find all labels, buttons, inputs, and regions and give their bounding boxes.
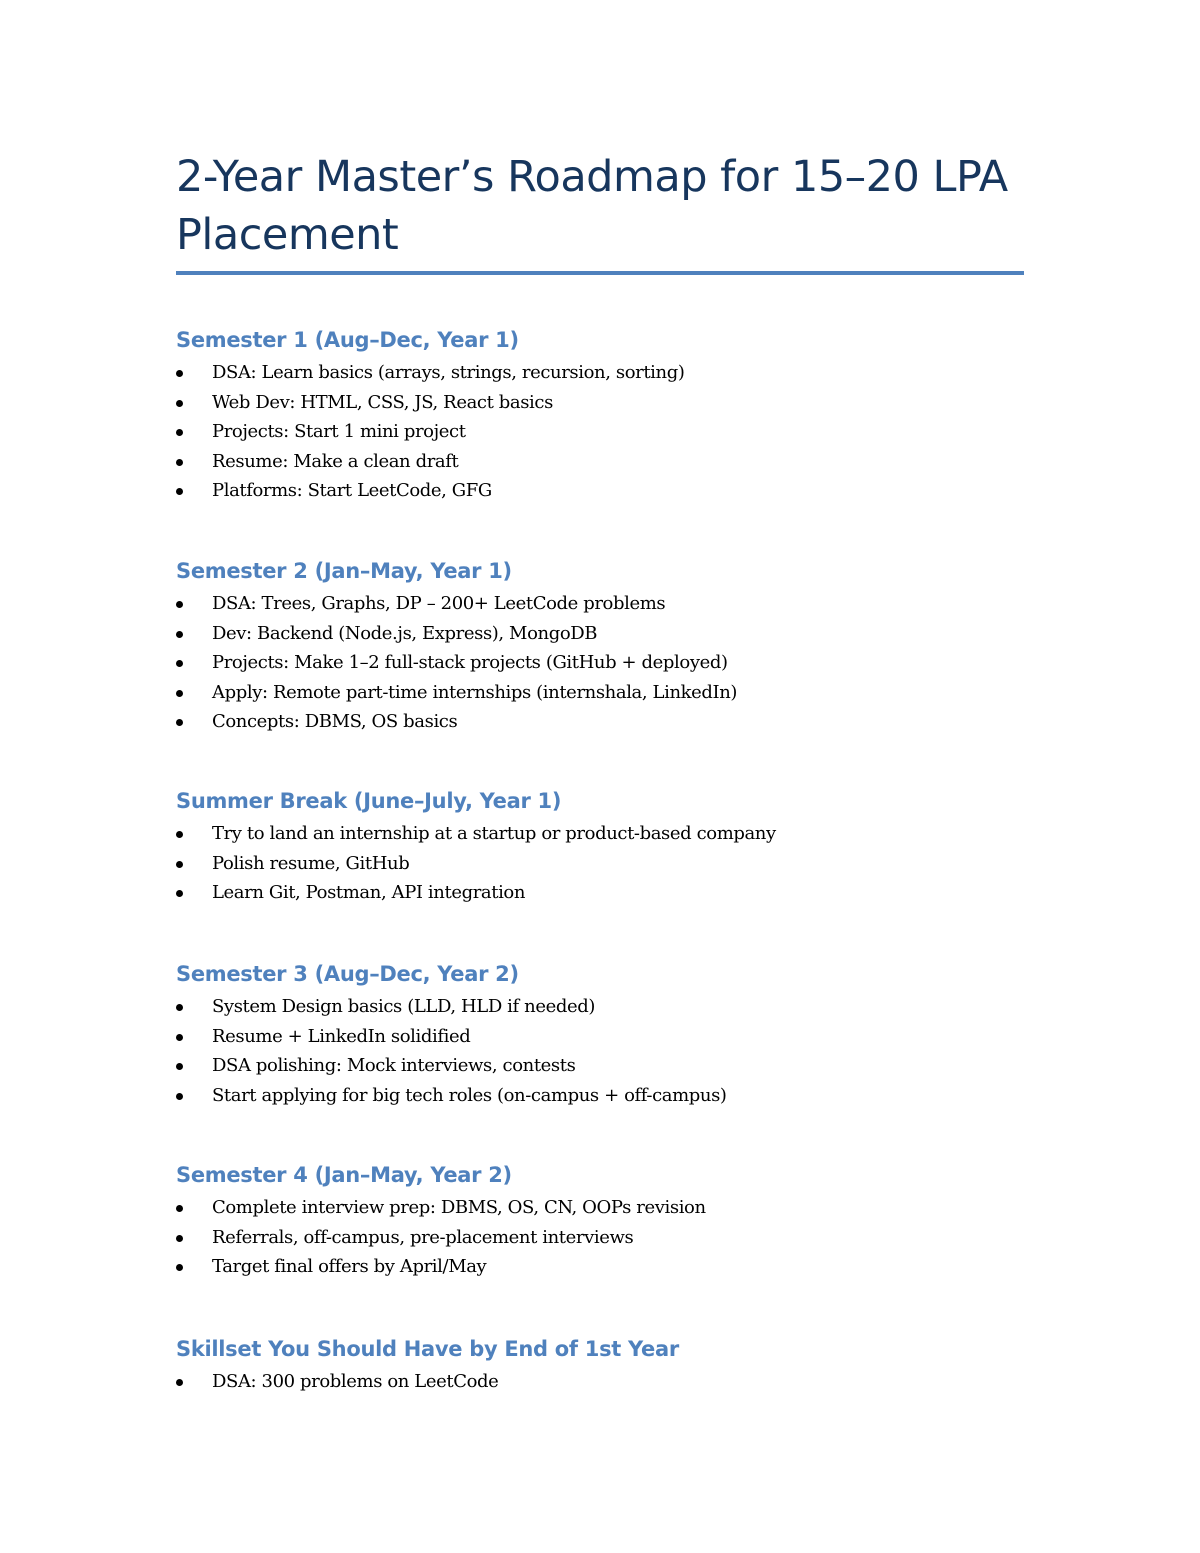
list-item [176, 1223, 1036, 1253]
section-semester-3 [176, 961, 1036, 1110]
list-item-text: DSA: Learn basics (arrays, strings, recursion, sorting) [212, 362, 685, 383]
list-item-text: Referrals, off-campus, pre-placement interviews [212, 1226, 634, 1248]
list-item-text: Start applying for big tech roles (on-campus + off-campus) [212, 1084, 727, 1106]
list-item [176, 476, 1036, 506]
bullet-icon [176, 1004, 183, 1011]
bullet-list [176, 819, 1036, 908]
list-item-text: Web Dev: HTML, CSS, JS, React basics [212, 391, 553, 413]
bullet-icon [176, 1235, 183, 1242]
list-item [176, 358, 1036, 388]
list-item [176, 878, 1036, 908]
section-heading: Summer Break (June–July, Year 1) [176, 789, 562, 813]
section-heading: Skillset You Should Have by End of 1st Year [176, 1337, 679, 1361]
bullet-list [176, 992, 1036, 1110]
list-item [176, 707, 1036, 737]
list-item [176, 849, 1036, 879]
bullet-icon [176, 631, 183, 638]
bullet-icon [176, 690, 183, 697]
list-item-text: Learn Git, Postman, API integration [212, 882, 526, 903]
list-item [176, 1022, 1036, 1052]
section-heading: Semester 1 (Aug–Dec, Year 1) [176, 328, 519, 352]
list-item [176, 1051, 1036, 1081]
list-item-text: Projects: Start 1 mini project [212, 421, 466, 442]
bullet-icon [176, 1379, 183, 1386]
list-item [176, 589, 1036, 619]
list-item [176, 417, 1036, 447]
list-item [176, 1081, 1036, 1111]
list-item-text: Try to land an internship at a startup or product-based company [212, 823, 776, 844]
bullet-icon [176, 1034, 183, 1041]
list-item [176, 1193, 1036, 1223]
section-heading: Semester 4 (Jan–May, Year 2) [176, 1163, 512, 1187]
list-item-text: Resume: Make a clean draft [212, 450, 459, 472]
bullet-icon [176, 1093, 183, 1100]
list-item-text: Polish resume, GitHub [212, 852, 410, 874]
bullet-icon [176, 861, 183, 868]
bullet-icon [176, 890, 183, 897]
bullet-list [176, 358, 1036, 506]
section-semester-2 [176, 558, 1036, 737]
list-item-text: Platforms: Start LeetCode, GFG [212, 480, 492, 501]
list-item-text: Projects: Make 1–2 full-stack projects (GitHub + deployed) [212, 652, 728, 673]
section-semester-4 [176, 1162, 1036, 1282]
list-item [176, 447, 1036, 477]
document-title: 2-Year Master’s Roadmap for 15–20 LPA Placement [176, 152, 1008, 260]
list-item-text: DSA: Trees, Graphs, DP – 200+ LeetCode problems [212, 593, 666, 614]
bullet-icon [176, 488, 183, 495]
bullet-icon [176, 459, 183, 466]
list-item-text: System Design basics (LLD, HLD if needed) [212, 996, 595, 1017]
section-semester-1 [176, 327, 1036, 506]
bullet-icon [176, 601, 183, 608]
title-underline [176, 271, 1024, 275]
list-item [176, 648, 1036, 678]
bullet-list [176, 1367, 1036, 1397]
list-item [176, 619, 1036, 649]
list-item [176, 388, 1036, 418]
section-summer-break [176, 788, 1036, 908]
list-item [176, 1252, 1036, 1282]
bullet-icon [176, 1264, 183, 1271]
bullet-icon [176, 370, 183, 377]
list-item-text: Concepts: DBMS, OS basics [212, 711, 458, 732]
bullet-icon [176, 831, 183, 838]
list-item-text: Resume + LinkedIn solidified [212, 1025, 471, 1047]
section-heading: Semester 3 (Aug–Dec, Year 2) [176, 962, 519, 986]
list-item [176, 678, 1036, 708]
bullet-list [176, 1193, 1036, 1282]
section-skillset [176, 1336, 1036, 1397]
list-item [176, 992, 1036, 1022]
list-item-text: DSA polishing: Mock interviews, contests [212, 1055, 576, 1076]
bullet-icon [176, 400, 183, 407]
list-item-text: Dev: Backend (Node.js, Express), MongoDB [212, 622, 598, 644]
list-item-text: Complete interview prep: DBMS, OS, CN, OOPs revision [212, 1197, 706, 1218]
list-item-text: Target final offers by April/May [212, 1256, 487, 1277]
section-heading: Semester 2 (Jan–May, Year 1) [176, 559, 512, 583]
list-item-text: Apply: Remote part-time internships (internshala, LinkedIn) [212, 681, 738, 703]
bullet-icon [176, 429, 183, 436]
list-item [176, 1367, 1036, 1397]
list-item-text: DSA: 300 problems on LeetCode [212, 1371, 499, 1392]
bullet-icon [176, 719, 183, 726]
bullet-list [176, 589, 1036, 737]
bullet-icon [176, 1205, 183, 1212]
bullet-icon [176, 1063, 183, 1070]
list-item [176, 819, 1036, 849]
bullet-icon [176, 660, 183, 667]
